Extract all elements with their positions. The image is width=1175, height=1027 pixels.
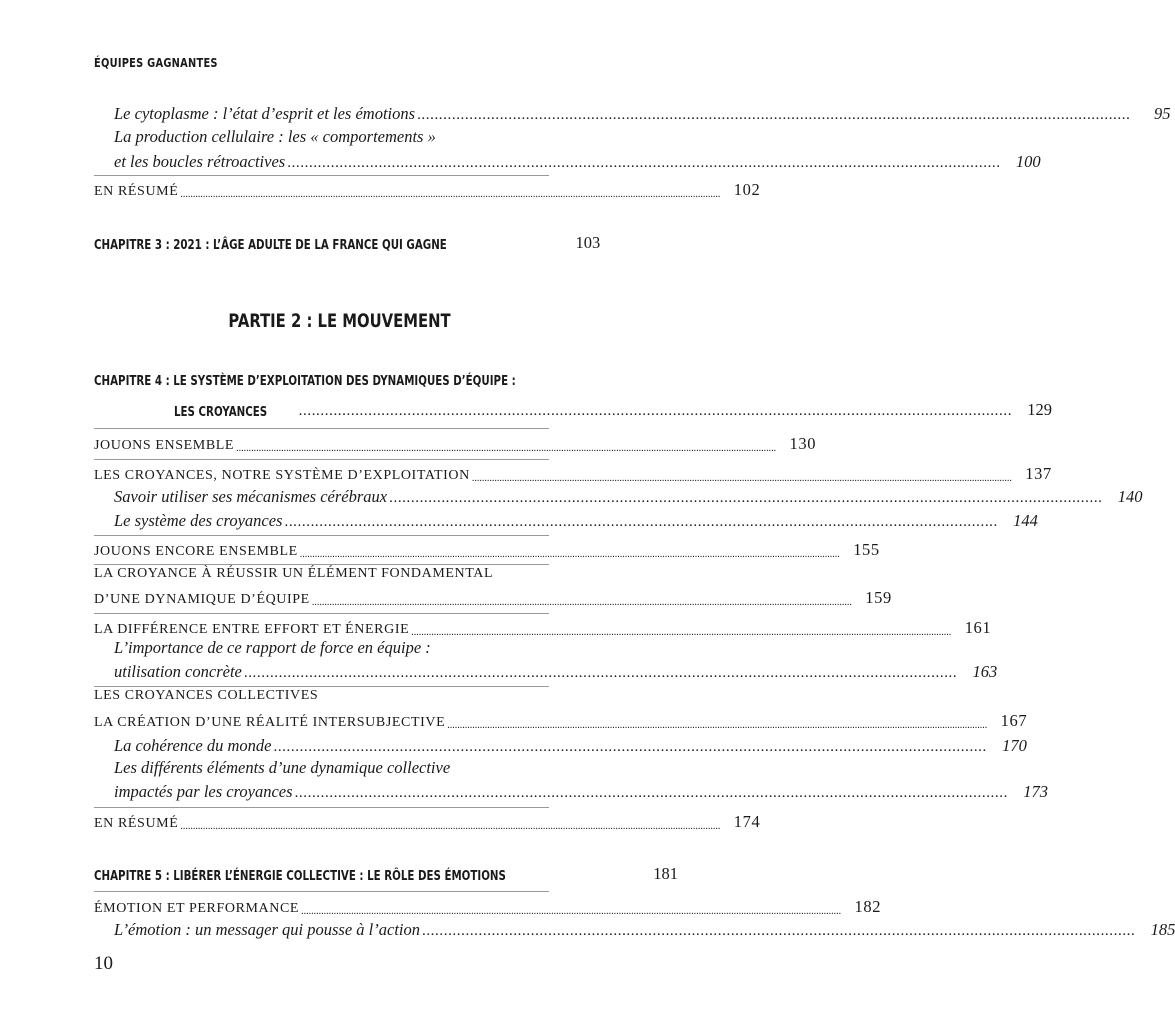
toc-entry bbox=[114, 658, 998, 682]
toc-entry-title: CHAPITRE 3 : 2021 : L’ÂGE ADULTE DE LA FRANCE QUI GAGNE bbox=[94, 237, 447, 253]
leader-dots: ........................................................................................................................................................................................................................ bbox=[301, 906, 842, 917]
toc-entry-title: impactés par les croyances bbox=[114, 782, 293, 801]
leader-dots: ........................................................................................................................................................................................................................ bbox=[311, 597, 852, 608]
toc-entry-title: LES CROYANCES, NOTRE SYSTÈME D’EXPLOITATION bbox=[94, 468, 470, 483]
leader-dots: ........................................................................................................................................................................................................................ bbox=[299, 549, 840, 560]
toc-entry-page: 173 bbox=[1023, 782, 1048, 801]
toc-entry-page: 140 bbox=[1117, 487, 1143, 506]
toc-entry-title: LA DIFFÉRENCE ENTRE EFFORT ET ÉNERGIE bbox=[94, 622, 410, 637]
toc-entry-title: JOUONS ENCORE ENSEMBLE bbox=[94, 544, 298, 559]
toc-entry-title: Les différents éléments d’une dynamique collective bbox=[114, 758, 451, 777]
toc-entry-title: L’émotion : un messager qui pousse à l’action bbox=[114, 920, 420, 939]
leader-dots: .................................................................................................................................................................... bbox=[273, 739, 987, 755]
toc-entry-title: D’UNE DYNAMIQUE D’ÉQUIPE bbox=[94, 592, 310, 607]
toc-entry bbox=[114, 916, 1175, 940]
toc-entry-page: 100 bbox=[1015, 152, 1041, 171]
toc-entry-page: 155 bbox=[853, 540, 880, 559]
toc-entry-title: LA CROYANCE À RÉUSSIR UN ÉLÉMENT FONDAMENTAL bbox=[94, 566, 494, 581]
leader-dots: .................................................................................................................................................................... bbox=[284, 514, 998, 530]
leader-dots: .................................................................................................................................................................... bbox=[417, 107, 1131, 123]
toc-entry-title: CHAPITRE 5 : LIBÉRER L’ÉNERGIE COLLECTIVE : LE RÔLE DES ÉMOTIONS bbox=[94, 868, 506, 884]
toc-entry-page: 103 bbox=[575, 233, 601, 252]
toc-entry bbox=[94, 614, 992, 638]
toc-entry-title: ÉMOTION ET PERFORMANCE bbox=[94, 901, 300, 916]
toc-entry bbox=[114, 507, 1038, 531]
leader-dots: ........................................................................................................................................................................................................................ bbox=[471, 473, 1012, 484]
toc-chapter-title: CHAPITRE 4 : LE SYSTÈME D’EXPLOITATION DES DYNAMIQUES D’ÉQUIPE : bbox=[94, 373, 516, 389]
leader-dots: ........................................................................................................................................................................................................................ bbox=[236, 443, 777, 454]
toc-entry-page: 129 bbox=[1027, 400, 1053, 419]
part-title: PARTIE 2 : LE MOUVEMENT bbox=[227, 310, 451, 332]
toc-entry-page: 161 bbox=[964, 618, 992, 637]
toc-entry-title: Le système des croyances bbox=[114, 511, 283, 530]
divider bbox=[94, 891, 549, 892]
leader-dots: ........................................................................................................................................................................................................................ bbox=[180, 189, 721, 200]
toc-entry-page: 181 bbox=[653, 864, 678, 883]
toc-entry bbox=[94, 808, 761, 832]
toc-entry-title: LA CRÉATION D’UNE RÉALITÉ INTERSUBJECTIVE bbox=[94, 715, 446, 730]
toc-entry bbox=[94, 176, 761, 200]
toc-entry-title: Savoir utiliser ses mécanismes cérébraux bbox=[114, 487, 388, 506]
divider bbox=[94, 428, 549, 429]
toc-entry-title: JOUONS ENSEMBLE bbox=[94, 438, 235, 453]
toc-chapter-entry bbox=[174, 396, 1053, 420]
toc-chapter-entry bbox=[94, 229, 601, 253]
toc-entry-page: 95 bbox=[1153, 104, 1171, 123]
toc-entry-page: 137 bbox=[1025, 464, 1052, 483]
toc-entry-page: 144 bbox=[1013, 511, 1038, 530]
toc-entry-title: La cohérence du monde bbox=[114, 736, 272, 755]
leader-dots: ........................................................................................................................................................................................................................ bbox=[180, 821, 721, 832]
divider bbox=[94, 564, 549, 565]
toc-entry-page: 167 bbox=[1000, 711, 1028, 730]
toc-chapter-entry bbox=[94, 860, 678, 884]
toc-entry bbox=[114, 778, 1048, 802]
toc-entry bbox=[114, 100, 1171, 124]
toc-entry-page: 130 bbox=[789, 434, 817, 453]
toc-entry bbox=[94, 430, 817, 454]
toc-entry bbox=[94, 460, 1052, 484]
toc-entry bbox=[94, 584, 892, 608]
toc-entry bbox=[94, 893, 882, 917]
toc-entry-page: 174 bbox=[733, 812, 761, 831]
leader-dots: ........................................................................................................................................................................................................................ bbox=[411, 627, 952, 638]
toc-entry bbox=[94, 707, 1028, 731]
toc-entry-page: 185 bbox=[1150, 920, 1175, 939]
toc-entry-title: La production cellulaire : les « comportements » bbox=[114, 127, 436, 146]
toc-entry-page: 102 bbox=[733, 180, 761, 199]
toc-entry-page: 163 bbox=[972, 662, 998, 681]
leader-dots: ........................................................................................................................................................................................................................ bbox=[447, 720, 988, 731]
toc-entry-title: L’importance de ce rapport de force en équipe : bbox=[114, 638, 431, 657]
toc-entry-title: LES CROYANCES COLLECTIVES bbox=[94, 688, 319, 703]
divider bbox=[94, 686, 549, 687]
toc-entry-title: LES CROYANCES bbox=[174, 404, 268, 420]
page-number: 10 bbox=[94, 953, 113, 974]
running-head: ÉQUIPES GAGNANTES bbox=[94, 56, 218, 70]
leader-dots: .................................................................................................................................................................... bbox=[243, 665, 958, 681]
toc-entry bbox=[94, 536, 880, 560]
toc-entry-page: 182 bbox=[854, 897, 882, 916]
toc-entry bbox=[114, 148, 1041, 172]
toc-entry-title: et les boucles rétroactives bbox=[114, 152, 286, 171]
toc-entry bbox=[114, 483, 1143, 507]
leader-dots: .................................................................................................................................................................... bbox=[298, 403, 1013, 419]
toc-entry-title: EN RÉSUMÉ bbox=[94, 184, 179, 199]
toc-entry-title: EN RÉSUMÉ bbox=[94, 816, 179, 831]
toc-entry-page: 170 bbox=[1002, 736, 1027, 755]
toc-entry bbox=[114, 732, 1027, 756]
toc-entry-page: 159 bbox=[865, 588, 892, 607]
leader-dots: .................................................................................................................................................................... bbox=[287, 155, 1001, 171]
leader-dots: .................................................................................................................................................................... bbox=[389, 490, 1103, 506]
toc-entry-title: Le cytoplasme : l’état d’esprit et les émotions bbox=[114, 104, 416, 123]
leader-dots: .................................................................................................................................................................... bbox=[294, 785, 1008, 801]
toc-entry-title: utilisation concrète bbox=[114, 662, 242, 681]
leader-dots: .................................................................................................................................................................... bbox=[421, 923, 1136, 939]
